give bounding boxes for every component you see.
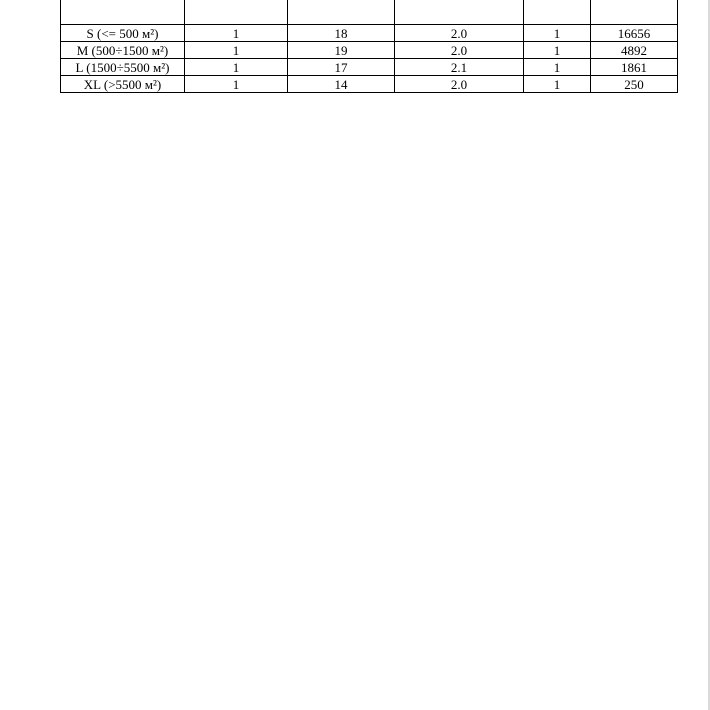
cell-min: 1 [185,59,288,76]
cell-max: 14 [288,76,395,93]
cell-mean: 2.1 [395,59,524,76]
cell-count: 1861 [591,59,678,76]
header-mean [395,0,524,25]
table-row [61,76,678,93]
cell-category: S (<= 500 м²) [61,25,185,42]
header-category [61,0,185,25]
table-row [61,25,678,42]
cell-count: 4892 [591,42,678,59]
cell-mean: 2.0 [395,25,524,42]
cell-category: XL (>5500 м²) [61,76,185,93]
header-row [61,0,678,25]
cell-max: 18 [288,25,395,42]
cell-min: 1 [185,42,288,59]
table-header [61,0,678,25]
cell-min: 1 [185,25,288,42]
table-row [61,59,678,76]
statistics-table [60,0,678,93]
cell-mean: 2.0 [395,42,524,59]
cell-category: M (500÷1500 м²) [61,42,185,59]
table-row [61,42,678,59]
cell-count: 250 [591,76,678,93]
header-count [591,0,678,25]
cell-min: 1 [185,76,288,93]
header-min [185,0,288,25]
cell-category: L (1500÷5500 м²) [61,59,185,76]
table-body [61,25,678,93]
cell-median: 1 [524,25,591,42]
cell-max: 19 [288,42,395,59]
cell-max: 17 [288,59,395,76]
cell-count: 16656 [591,25,678,42]
cell-median: 1 [524,76,591,93]
cell-median: 1 [524,59,591,76]
cell-mean: 2.0 [395,76,524,93]
header-median [524,0,591,25]
cell-median: 1 [524,42,591,59]
header-max [288,0,395,25]
